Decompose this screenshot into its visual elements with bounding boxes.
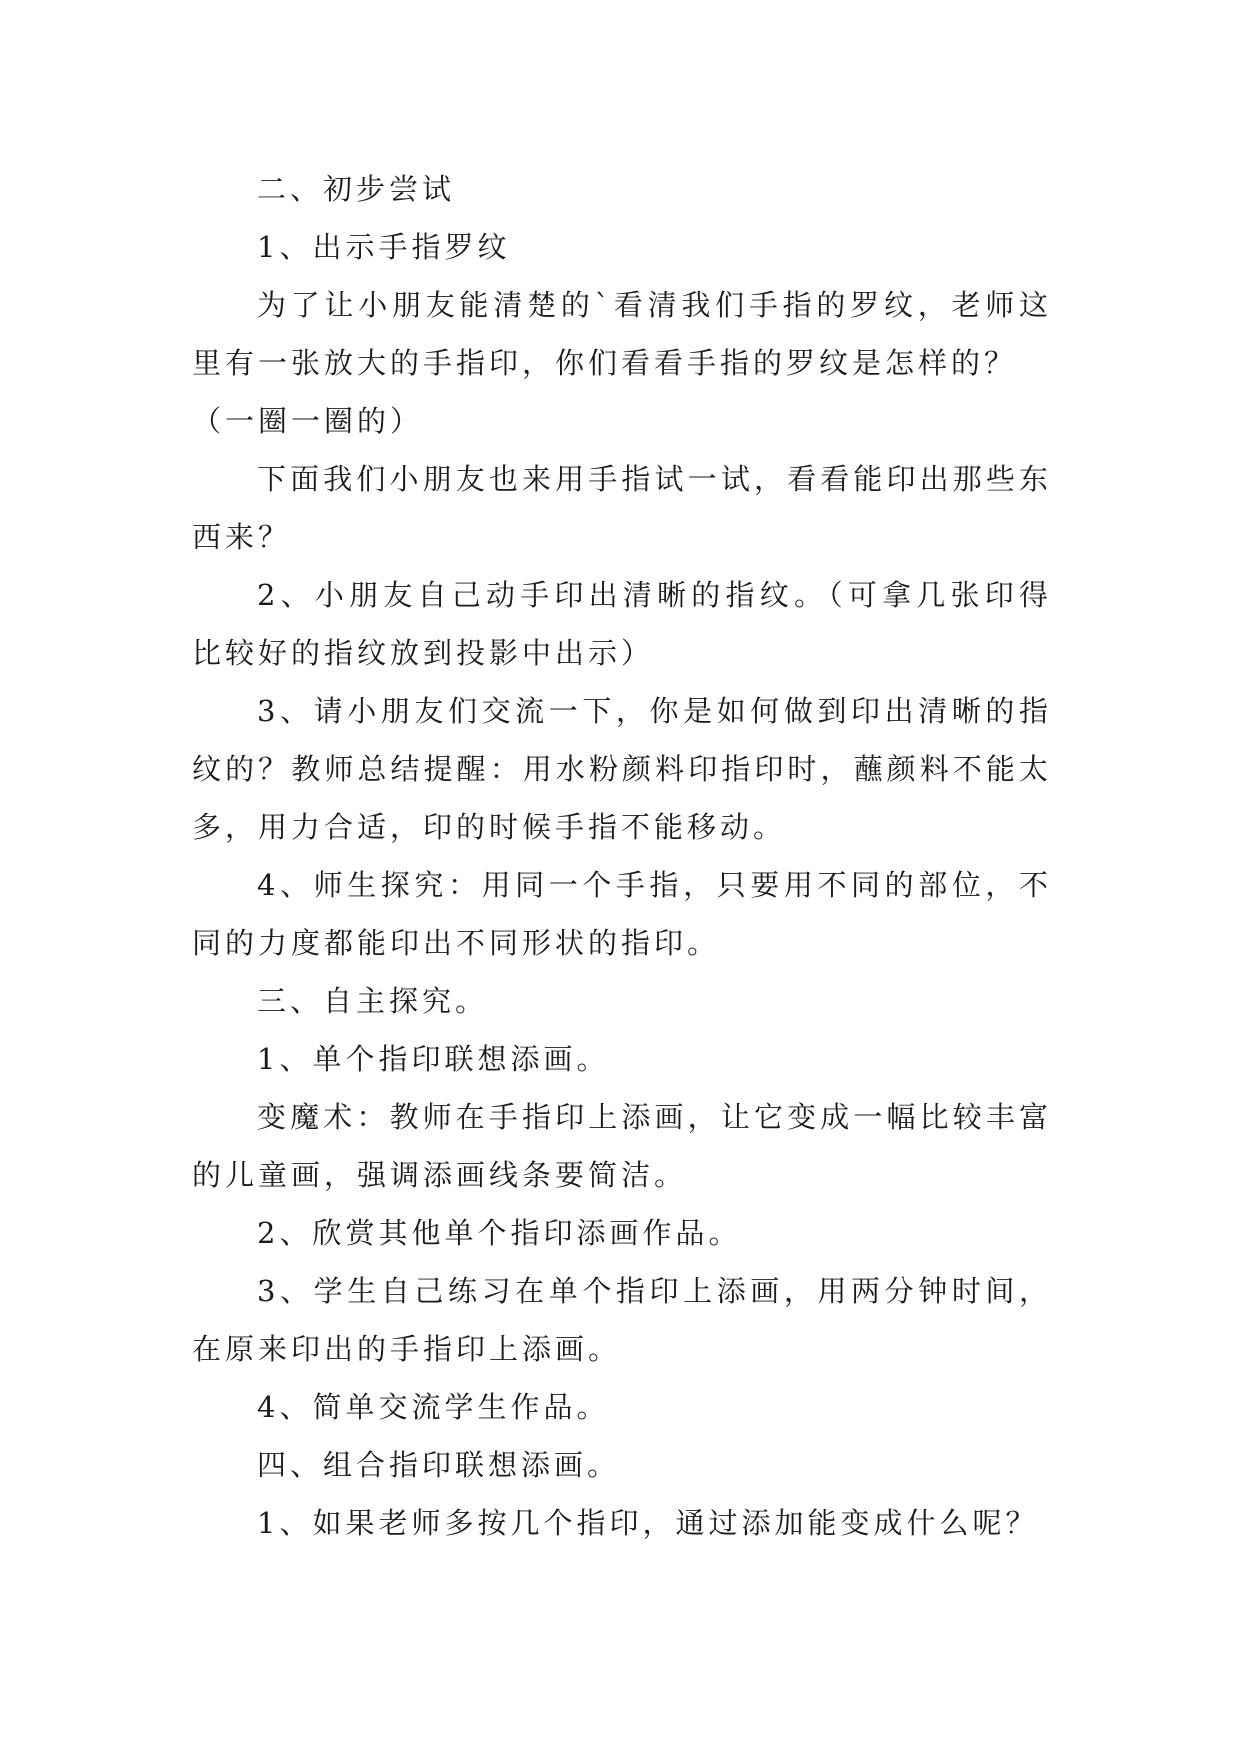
paragraph: 为了让小朋友能清楚的`看清我们手指的罗纹，老师这里有一张放大的手指印，你们看看手指的罗纹是怎样的？ [192,288,1052,380]
paragraph: 2、小朋友自己动手印出清晰的指纹。（可拿几张印得比较好的指纹放到投影中出示） [192,578,1052,670]
document-body [192,160,1052,1552]
paragraph: 1、出示手指罗纹 [257,230,511,264]
paragraph: 1、单个指印联想添画。 [257,1042,610,1076]
section-heading: 四、组合指印联想添画。 [257,1448,621,1482]
paragraph: 3、请小朋友们交流一下，你是如何做到印出清晰的指纹的？教师总结提醒：用水粉颜料印指印时，蘸颜料不能太多，用力合适，印的时候手指不能移动。 [192,694,1052,844]
paragraph: 1、如果老师多按几个指印，通过添加能变成什么呢？ [257,1506,1039,1540]
section-heading: 二、初步尝试 [257,172,456,206]
paragraph: 4、简单交流学生作品。 [257,1390,610,1424]
paragraph: 2、欣赏其他单个指印添画作品。 [257,1216,742,1250]
paragraph: 下面我们小朋友也来用手指试一试，看看能印出那些东西来？ [192,462,1052,554]
paragraph: 3、学生自己练习在单个指印上添画，用两分钟时间，在原来印出的手指印上添画。 [192,1274,1052,1366]
section-heading: 三、自主探究。 [257,984,489,1018]
paragraph: 4、师生探究：用同一个手指，只要用不同的部位，不同的力度都能印出不同形状的指印。 [192,868,1052,960]
paragraph: （一圈一圈的） [192,404,424,438]
paragraph: 变魔术：教师在手指印上添画，让它变成一幅比较丰富的儿童画，强调添画线条要简洁。 [192,1100,1052,1192]
